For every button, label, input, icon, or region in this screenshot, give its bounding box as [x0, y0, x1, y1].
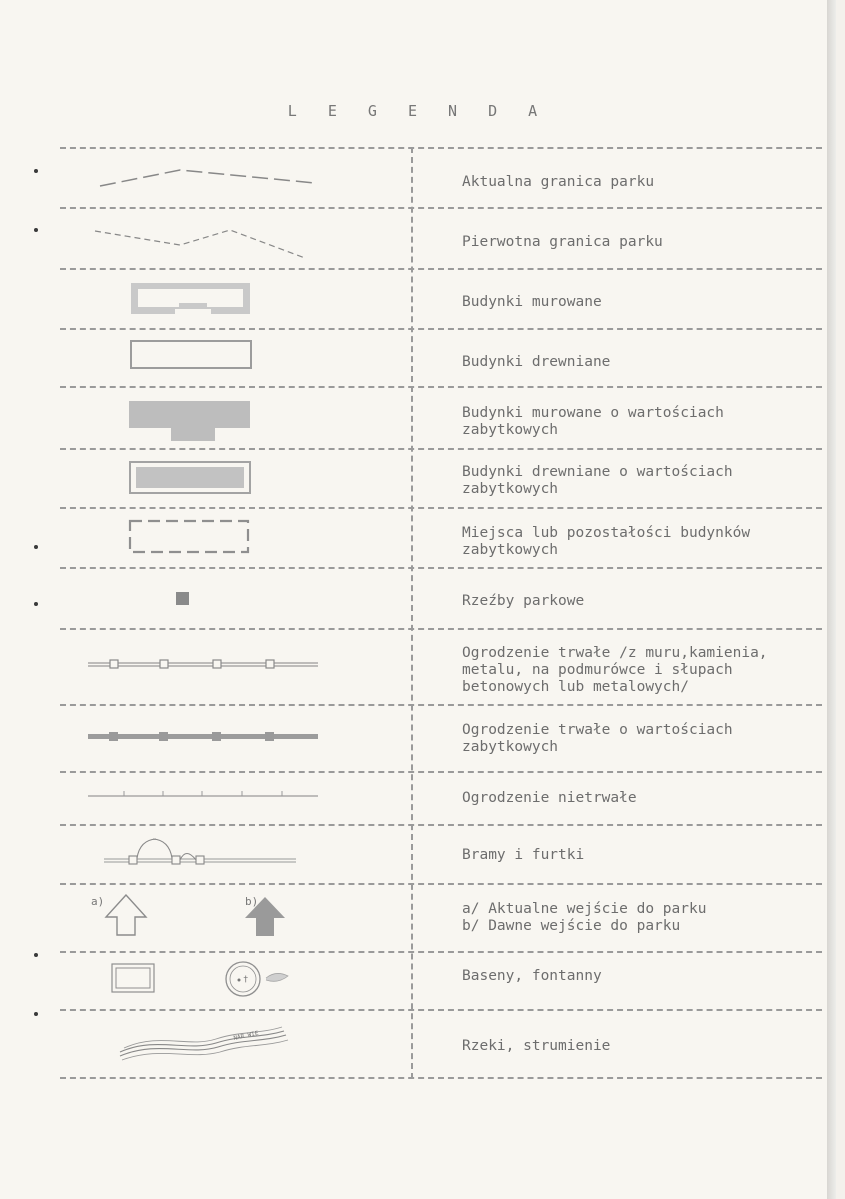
legend-description: Budynki drewniane	[462, 354, 611, 370]
table-divider	[60, 824, 822, 826]
legend-title: L E G E N D A	[287, 102, 549, 120]
punch-hole	[34, 169, 38, 173]
building-remains-icon	[126, 517, 254, 557]
pools-fountains-icon	[106, 958, 306, 1002]
table-divider	[60, 1077, 822, 1079]
table-divider	[60, 268, 822, 270]
historic-masonry-building-icon	[126, 398, 254, 444]
historic-wooden-building-icon	[128, 460, 254, 498]
legend-description: Ogrodzenie nietrwałe	[462, 790, 637, 806]
punch-hole	[34, 602, 38, 606]
legend-description: Miejsca lub pozostałości budynków zabytkowych	[462, 525, 751, 558]
legend-description: Baseny, fontanny	[462, 968, 602, 984]
punch-hole	[34, 1012, 38, 1016]
table-divider	[60, 704, 822, 706]
original-park-boundary-icon	[90, 222, 330, 264]
table-divider	[60, 328, 822, 330]
table-divider	[60, 507, 822, 509]
table-divider	[60, 567, 822, 569]
table-divider	[60, 448, 822, 450]
punch-hole	[34, 953, 38, 957]
wooden-building-icon	[128, 338, 254, 372]
legend-description: Ogrodzenie trwałe /z muru,kamienia, metalu, na podmurówce i słupach betonowych lub metalowych/	[462, 645, 768, 695]
table-divider	[60, 628, 822, 630]
table-divider	[60, 883, 822, 885]
temporary-fence-icon	[86, 786, 322, 802]
table-divider	[60, 386, 822, 388]
park-entrance-arrows-icon	[88, 890, 308, 942]
entrance-label-a: a)	[91, 895, 105, 908]
svg-text:†: †	[243, 975, 249, 985]
legend-description: Bramy i furtki	[462, 847, 585, 863]
historic-permanent-fence-icon	[86, 728, 322, 746]
gates-icon	[100, 834, 300, 870]
entrance-label-b: b)	[245, 895, 259, 908]
legend-description: Aktualna granica parku	[462, 174, 655, 190]
column-divider	[411, 147, 413, 1079]
rivers-streams-icon	[116, 1022, 296, 1062]
legend-description: Budynki drewniane o wartościach zabytkowych	[462, 464, 733, 497]
permanent-fence-icon	[86, 655, 322, 675]
legend-description: Pierwotna granica parku	[462, 234, 663, 250]
masonry-building-icon	[128, 280, 254, 320]
park-sculpture-icon	[173, 589, 193, 609]
legend-description: Budynki murowane	[462, 294, 602, 310]
legend-description: Rzeźby parkowe	[462, 593, 585, 609]
table-divider	[60, 147, 822, 149]
legend-description: Rzeki, strumienie	[462, 1038, 611, 1054]
current-park-boundary-icon	[90, 160, 330, 200]
legend-description: a/ Aktualne wejście do parku b/ Dawne wejście do parku	[462, 901, 707, 934]
punch-hole	[34, 228, 38, 232]
river-label: NAR WIE	[232, 1029, 260, 1042]
legend-description: Ogrodzenie trwałe o wartościach zabytkowych	[462, 722, 733, 755]
table-divider	[60, 207, 822, 209]
table-divider	[60, 1009, 822, 1011]
table-divider	[60, 771, 822, 773]
table-divider	[60, 951, 822, 953]
legend-description: Budynki murowane o wartościach zabytkowych	[462, 405, 724, 438]
punch-hole	[34, 545, 38, 549]
